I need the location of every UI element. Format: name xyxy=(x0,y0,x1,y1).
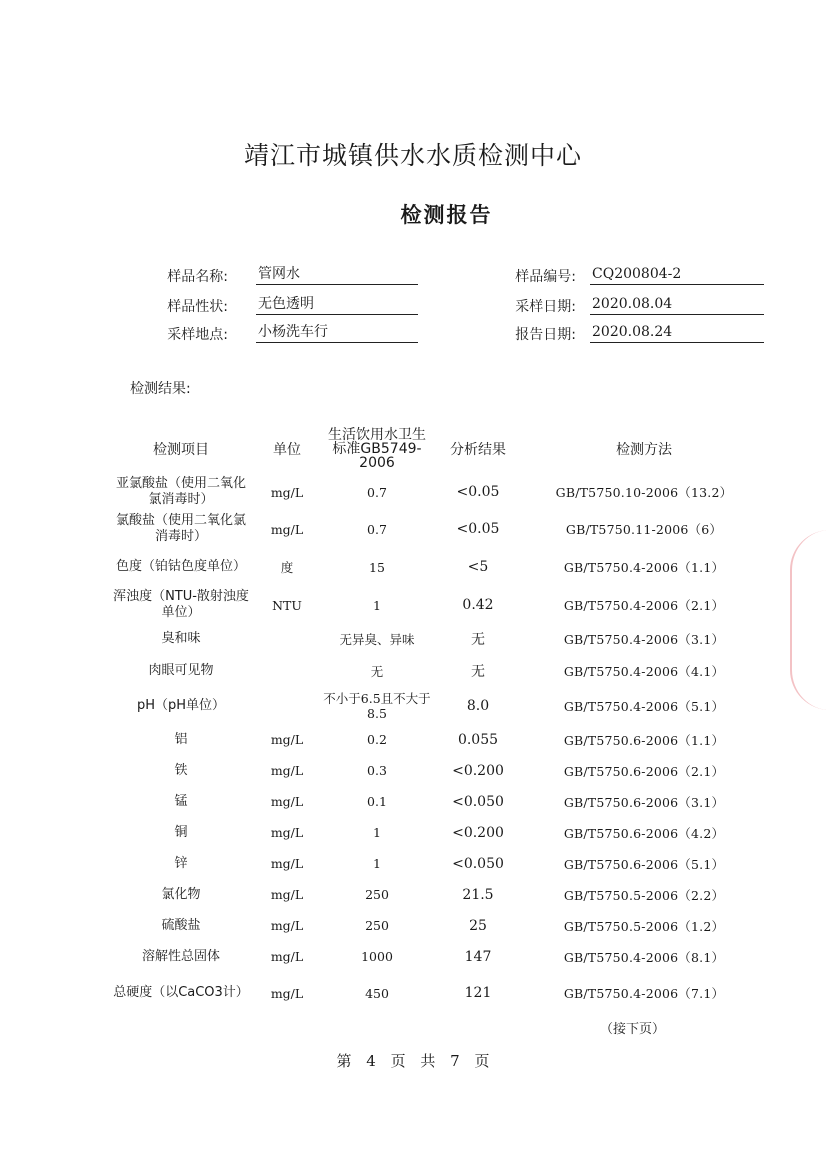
header-standard: 生活饮用水卫生标准GB5749-2006 xyxy=(328,427,426,471)
sample-nature-value: 无色透明 xyxy=(256,294,418,315)
sampling-location-value: 小杨洗车行 xyxy=(256,322,418,343)
row-unit: mg/L xyxy=(270,856,304,871)
row-result: <5 xyxy=(467,559,489,575)
sample-number-label: 样品编号: xyxy=(515,269,576,285)
table-row xyxy=(110,624,764,654)
row-standard: 250 xyxy=(365,918,389,933)
table-row xyxy=(110,755,764,786)
page-number: 第 4 页 共 7 页 xyxy=(336,1052,490,1070)
row-method: GB/T5750.4-2006（3.1） xyxy=(563,632,725,647)
row-unit xyxy=(252,624,322,654)
row-method: GB/T5750.6-2006（5.1） xyxy=(563,856,725,872)
row-standard: 1000 xyxy=(361,949,393,964)
row-unit xyxy=(252,688,322,724)
row-result: <0.050 xyxy=(452,793,504,810)
report-date-value: 2020.08.24 xyxy=(590,322,764,343)
continued-note: （接下页） xyxy=(600,1022,666,1037)
row-unit: mg/L xyxy=(270,732,304,747)
row-item: 锌 xyxy=(174,855,188,871)
row-result: 147 xyxy=(464,948,492,965)
row-method: GB/T5750.10-2006（13.2） xyxy=(555,485,733,500)
row-method: GB/T5750.4-2006（7.1） xyxy=(563,986,725,1001)
row-method: GB/T5750.4-2006（2.1） xyxy=(563,598,725,613)
row-unit: mg/L xyxy=(270,794,304,809)
row-standard: 1 xyxy=(373,856,381,871)
row-result: 0.42 xyxy=(462,597,494,613)
row-unit: mg/L xyxy=(270,985,304,1001)
table-row xyxy=(110,786,764,817)
row-method: GB/T5750.5-2006（1.2） xyxy=(563,918,725,934)
row-result: 8.0 xyxy=(466,698,490,714)
row-method: GB/T5750.4-2006（4.1） xyxy=(563,664,725,679)
row-standard: 0.7 xyxy=(367,521,387,537)
row-result: <0.050 xyxy=(452,855,504,872)
header-unit: 单位 xyxy=(273,442,301,458)
results-label: 检测结果: xyxy=(130,381,191,397)
row-item: 锰 xyxy=(174,793,188,809)
table-row xyxy=(110,972,764,1014)
results-table xyxy=(110,424,764,1014)
row-item: 肉眼可见物 xyxy=(148,663,214,678)
row-standard: 450 xyxy=(365,985,389,1001)
row-method: GB/T5750.5-2006（2.2） xyxy=(563,887,725,903)
table-row xyxy=(110,817,764,848)
sampling-date-label: 采样日期: xyxy=(515,299,576,315)
row-method: GB/T5750.6-2006（1.1） xyxy=(563,732,725,748)
row-item: 溶解性总固体 xyxy=(141,948,220,964)
sample-name-label: 样品名称: xyxy=(167,269,228,285)
table-row xyxy=(110,548,764,586)
row-item: 总硬度（以CaCO3计） xyxy=(113,985,249,1000)
row-standard: 0.2 xyxy=(367,732,387,747)
table-row xyxy=(110,474,764,510)
row-method: GB/T5750.6-2006（3.1） xyxy=(563,794,725,810)
row-method: GB/T5750.4-2006（8.1） xyxy=(563,949,725,965)
row-result: 无 xyxy=(471,632,485,648)
row-item: 浑浊度（NTU-散射浊度单位） xyxy=(113,589,249,620)
table-row xyxy=(110,879,764,910)
sample-nature-label: 样品性状: xyxy=(167,299,228,315)
header-method: 检测方法 xyxy=(616,442,672,458)
row-standard: 1 xyxy=(373,825,381,840)
row-result: <0.200 xyxy=(452,762,504,779)
row-result: 121 xyxy=(464,985,492,1001)
header-result: 分析结果 xyxy=(450,442,506,458)
table-row xyxy=(110,910,764,941)
row-result: <0.05 xyxy=(456,484,500,500)
row-method: GB/T5750.6-2006（4.2） xyxy=(563,825,725,841)
row-result: <0.200 xyxy=(452,824,504,841)
row-standard: 无 xyxy=(370,663,384,679)
header-item: 检测项目 xyxy=(153,442,209,458)
sampling-date-value: 2020.08.04 xyxy=(590,294,764,315)
table-row xyxy=(110,586,764,624)
row-standard: 15 xyxy=(369,559,385,575)
table-row xyxy=(110,848,764,879)
row-item: 氯酸盐（使用二氧化氯消毒时） xyxy=(115,513,246,544)
row-result: 25 xyxy=(469,917,487,934)
row-method: GB/T5750.11-2006（6） xyxy=(565,522,723,537)
row-standard: 0.7 xyxy=(367,484,387,500)
row-result: 21.5 xyxy=(462,886,494,903)
row-item: 氯化物 xyxy=(161,886,201,902)
row-unit xyxy=(252,654,322,688)
row-item: 铜 xyxy=(174,824,188,840)
table-row xyxy=(110,724,764,755)
row-item: 铝 xyxy=(174,731,188,747)
row-standard: 250 xyxy=(365,887,389,902)
row-item: 铁 xyxy=(174,762,188,778)
table-row xyxy=(110,688,764,724)
row-result: 0.055 xyxy=(457,731,499,748)
table-row xyxy=(110,941,764,972)
row-method: GB/T5750.4-2006（5.1） xyxy=(563,699,725,714)
row-item: 臭和味 xyxy=(161,631,201,646)
row-unit: mg/L xyxy=(270,825,304,840)
table-row xyxy=(110,654,764,688)
row-standard: 0.3 xyxy=(367,763,387,778)
organization-title: 靖江市城镇供水水质检测中心 xyxy=(243,141,582,170)
row-unit: 度 xyxy=(280,560,294,575)
row-unit: mg/L xyxy=(270,521,304,537)
row-standard: 不小于6.5且不大于8.5 xyxy=(323,691,431,721)
row-result: 无 xyxy=(471,664,485,680)
row-unit: mg/L xyxy=(270,949,304,964)
row-method: GB/T5750.6-2006（2.1） xyxy=(563,763,725,779)
table-row xyxy=(110,510,764,548)
row-unit: mg/L xyxy=(270,887,304,902)
row-item: 硫酸盐 xyxy=(161,917,201,933)
sample-name-value: 管网水 xyxy=(256,264,418,285)
report-title: 检测报告 xyxy=(400,203,493,227)
row-method: GB/T5750.4-2006（1.1） xyxy=(563,560,725,575)
row-standard: 1 xyxy=(373,597,381,613)
row-item: 色度（铂钴色度单位） xyxy=(115,559,246,574)
row-unit: NTU xyxy=(272,597,302,613)
row-unit: mg/L xyxy=(270,918,304,933)
sample-number-value: CQ200804-2 xyxy=(590,264,764,285)
row-unit: mg/L xyxy=(270,763,304,778)
report-date-label: 报告日期: xyxy=(515,327,576,343)
sampling-location-label: 采样地点: xyxy=(167,327,228,343)
row-item: 亚氯酸盐（使用二氧化氯消毒时） xyxy=(115,476,246,507)
row-standard: 无异臭、异味 xyxy=(339,631,415,647)
seal-stamp-edge xyxy=(790,530,826,710)
row-unit: mg/L xyxy=(270,484,304,500)
row-standard: 0.1 xyxy=(367,794,387,809)
table-header-row xyxy=(110,424,764,474)
row-item: pH（pH单位） xyxy=(136,698,226,713)
row-result: <0.05 xyxy=(456,521,500,537)
